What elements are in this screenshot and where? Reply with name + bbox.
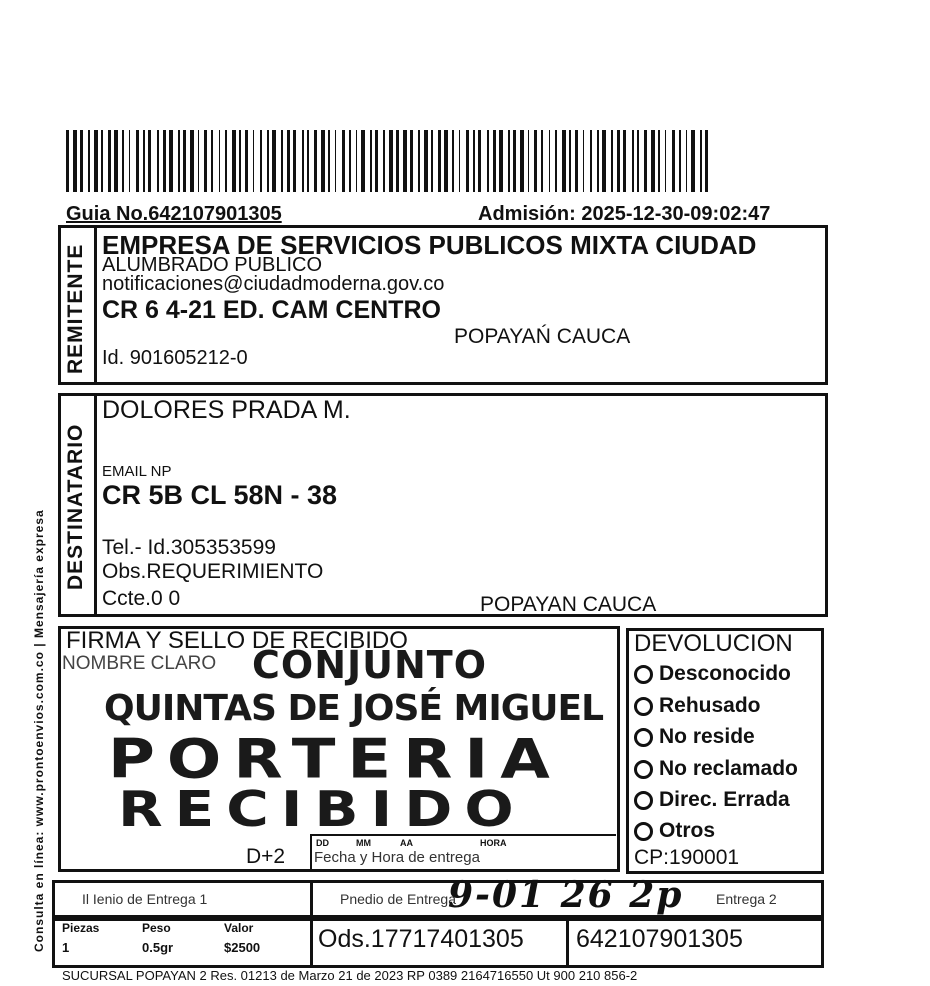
barcode-bar [651, 130, 655, 192]
barcode-bar [575, 130, 578, 192]
barcode-bar [281, 130, 283, 192]
barcode-bar [686, 130, 687, 192]
return-option-no-reclamado[interactable]: No reclamado [634, 757, 798, 781]
barcode-bar [623, 130, 626, 192]
barcode-bar [541, 130, 543, 192]
barcode-bar [143, 130, 145, 192]
return-option-rehusado[interactable]: Rehusado [634, 694, 761, 718]
date-header-mm: MM [356, 838, 371, 848]
barcode [62, 128, 718, 194]
footer-text: SUCURSAL POPAYAN 2 Res. 01213 de Marzo 21 de 2023 RP 0389 2164716550 Ut 900 210 856-2 [62, 968, 638, 983]
value-peso: 0.5gr [142, 940, 174, 955]
barcode-bar [597, 130, 599, 192]
barcode-bar [302, 130, 304, 192]
barcode-bar [148, 130, 151, 192]
barcode-bar [163, 130, 166, 192]
date-caption: Fecha y Hora de entrega [314, 849, 480, 866]
barcode-bar [617, 130, 620, 192]
barcode-bar [108, 130, 111, 192]
date-header-hora: HORA [480, 838, 507, 848]
stamp-line-3: PORTERIA [108, 728, 562, 791]
barcode-bar [528, 130, 529, 192]
recipient-section-label: DESTINATARIO [64, 423, 87, 590]
barcode-bar [583, 130, 584, 192]
recipient-name: DOLORES PRADA M. [102, 396, 351, 424]
barcode-bar [114, 130, 118, 192]
barcode-bar [245, 130, 248, 192]
guide-number: Guia No.642107901305 [66, 203, 282, 225]
barcode-bar [314, 130, 317, 192]
return-option-direc-errada[interactable]: Direc. Errada [634, 788, 790, 812]
date-header-aa: AA [400, 838, 413, 848]
barcode-bar [370, 130, 372, 192]
delivery-term: D+2 [246, 845, 286, 868]
barcode-bar [239, 130, 241, 192]
barcode-bar [493, 130, 496, 192]
barcode-bar [389, 130, 393, 192]
barcode-bar [129, 130, 130, 192]
recipient-city: POPAYAN CAUCA [480, 593, 657, 616]
recipient-email-label: EMAIL NP [102, 463, 172, 480]
barcode-bar [73, 130, 77, 192]
attempt-2-label: Entrega 2 [716, 891, 777, 907]
barcode-bar [632, 130, 634, 192]
barcode-bar [508, 130, 510, 192]
barcode-bar [534, 130, 537, 192]
barcode-bar [705, 130, 708, 192]
barcode-bar [499, 130, 503, 192]
recipient-obs: Obs.REQUERIMIENTO [102, 560, 324, 583]
barcode-bar [403, 130, 407, 192]
shipment-guide-number: 642107901305 [576, 925, 743, 953]
stamp-line-1: CONJUNTO [252, 643, 488, 687]
barcode-bar [418, 130, 420, 192]
date-field [310, 834, 616, 870]
barcode-bar [452, 130, 454, 192]
barcode-bar [438, 130, 441, 192]
barcode-bar [183, 130, 186, 192]
barcode-bar [520, 130, 524, 192]
barcode-bar [88, 130, 90, 192]
header-peso: Peso [142, 921, 171, 935]
barcode-bar [691, 130, 695, 192]
attempt-mid-label: Pnedio de Entrega [340, 891, 456, 907]
barcode-bar [361, 130, 365, 192]
barcode-bar [562, 130, 566, 192]
side-website-text: Consulta en línea: www.prontoenvios.com.co | Mensajería expresa [32, 509, 46, 952]
sender-city: POPAYAŃ CAUCA [454, 325, 631, 348]
date-header-dd: DD [316, 838, 329, 848]
barcode-bar [444, 130, 448, 192]
barcode-bar [569, 130, 571, 192]
sender-email: notificaciones@ciudadmoderna.gov.co [102, 273, 445, 295]
return-option-desconocido[interactable]: Desconocido [634, 662, 791, 686]
barcode-bar [700, 130, 702, 192]
recipient-address: CR 5B CL 58N - 38 [102, 480, 338, 510]
barcode-bar [272, 130, 276, 192]
barcode-bar [459, 130, 460, 192]
attempt-1-label: Il Ienio de Entrega 1 [82, 891, 208, 907]
barcode-bar [178, 130, 180, 192]
barcode-bar [232, 130, 236, 192]
sender-subname: ALUMBRADO PUBLICO [102, 254, 323, 276]
barcode-bar [169, 130, 173, 192]
postal-code: CP:190001 [634, 846, 740, 869]
barcode-bar [665, 130, 666, 192]
radio-circle-icon [634, 791, 653, 810]
value-valor: $2500 [224, 940, 261, 955]
barcode-bar [219, 130, 220, 192]
barcode-bar [211, 130, 213, 192]
barcode-bar [375, 130, 378, 192]
barcode-bar [253, 130, 254, 192]
radio-circle-icon [634, 665, 653, 684]
barcode-bar [307, 130, 309, 192]
barcode-bar [424, 130, 428, 192]
return-option-otros[interactable]: Otros [634, 819, 715, 843]
sender-address: CR 6 4-21 ED. CAM CENTRO [102, 296, 441, 324]
barcode-bar [473, 130, 475, 192]
barcode-bar [198, 130, 199, 192]
barcode-bar [658, 130, 660, 192]
barcode-bar [260, 130, 262, 192]
barcode-bar [672, 130, 675, 192]
barcode-bar [431, 130, 433, 192]
radio-circle-icon [634, 697, 653, 716]
barcode-bar [122, 130, 124, 192]
barcode-bar [190, 130, 194, 192]
radio-circle-icon [634, 822, 653, 841]
header-piezas: Piezas [62, 921, 100, 935]
value-piezas: 1 [62, 940, 70, 955]
sender-id: Id. 901605212-0 [102, 347, 248, 369]
barcode-bar [555, 130, 557, 192]
barcode-bar [157, 130, 159, 192]
barcode-bar [478, 130, 481, 192]
barcode-bar [383, 130, 385, 192]
barcode-bar [94, 130, 98, 192]
barcode-bar [487, 130, 489, 192]
barcode-bar [335, 130, 336, 192]
barcode-bar [204, 130, 207, 192]
radio-circle-icon [634, 760, 653, 779]
barcode-bar [267, 130, 269, 192]
return-title: DEVOLUCION [634, 630, 793, 657]
receipt-name-label: NOMBRE CLARO [62, 653, 217, 674]
barcode-bar [611, 130, 613, 192]
sender-section-label: REMITENTE [64, 243, 87, 374]
barcode-bar [136, 130, 139, 192]
barcode-bar [644, 130, 647, 192]
barcode-bar [101, 130, 103, 192]
barcode-bar [328, 130, 330, 192]
admission-date: Admisión: 2025-12-30-09:02:47 [478, 203, 771, 225]
barcode-bar [590, 130, 592, 192]
barcode-bar [293, 130, 296, 192]
sender-name: EMPRESA DE SERVICIOS PUBLICOS MIXTA CIUDAD [102, 230, 757, 260]
stamp-line-4: RECIBIDO [118, 780, 526, 838]
ods-number: Ods.17717401305 [318, 925, 524, 953]
barcode-bar [679, 130, 681, 192]
barcode-bar [66, 130, 69, 192]
barcode-bar [602, 130, 606, 192]
barcode-bar [225, 130, 227, 192]
barcode-bar [356, 130, 357, 192]
barcode-bar [349, 130, 351, 192]
barcode-bar [410, 130, 413, 192]
barcode-bar [321, 130, 325, 192]
handwritten-date: 9-01 26 2p [448, 874, 684, 916]
stamp-line-2: QUINTAS DE JOSÉ MIGUEL [104, 688, 604, 729]
barcode-bar [549, 130, 550, 192]
barcode-bar [513, 130, 516, 192]
barcode-bar [287, 130, 290, 192]
recipient-tel: Tel.- Id.305353599 [102, 536, 276, 559]
barcode-bar [637, 130, 639, 192]
barcode-bar [396, 130, 399, 192]
receipt-title: FIRMA Y SELLO DE RECIBIDO [66, 627, 408, 654]
return-option-no-reside[interactable]: No reside [634, 725, 755, 749]
recipient-ccte: Ccte.0 0 [102, 587, 181, 610]
barcode-bar [342, 130, 345, 192]
barcode-bar [466, 130, 469, 192]
header-valor: Valor [224, 921, 254, 935]
radio-circle-icon [634, 728, 653, 747]
barcode-bar [80, 130, 83, 192]
